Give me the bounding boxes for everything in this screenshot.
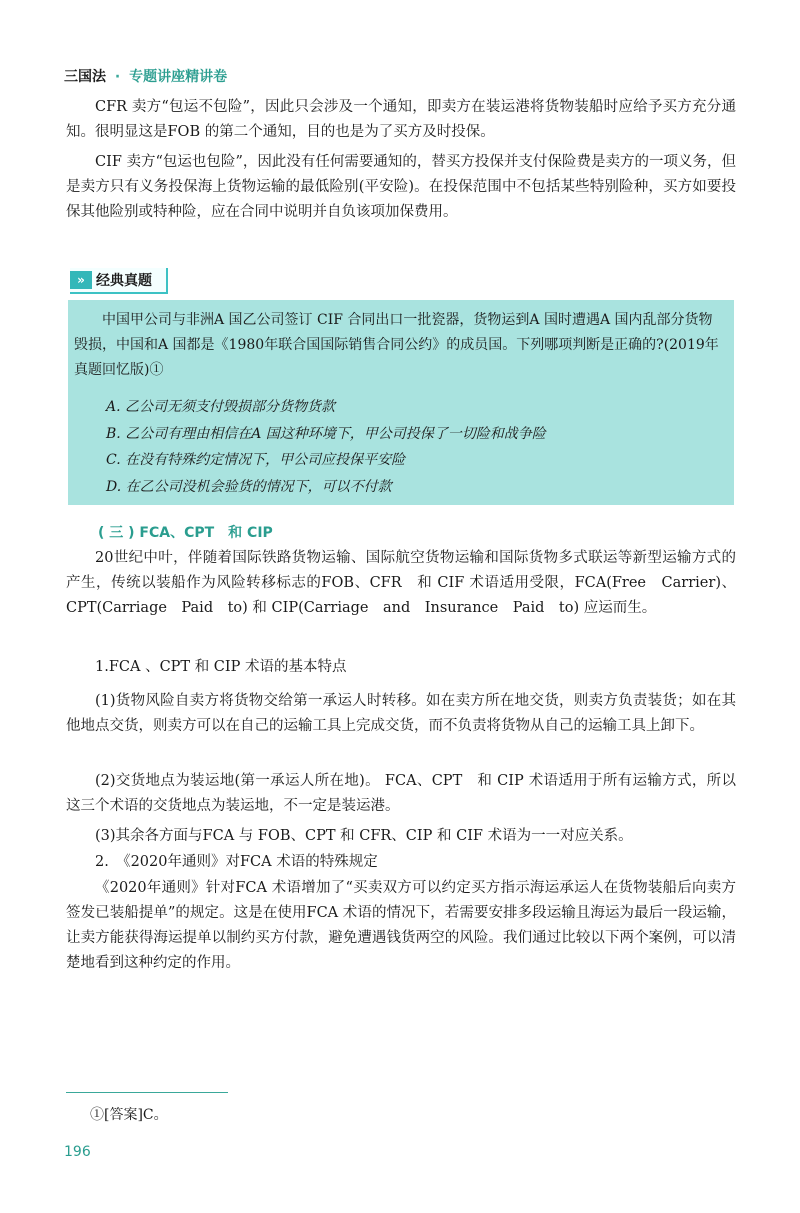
- subsection-2-title: 2. 《2020年通则》对FCA 术语的特殊规定: [95, 854, 378, 870]
- exam-question-stem: 中国甲公司与非洲A 国乙公司签订 CIF 合同出口一批瓷器，货物运到A 国时遭遇A 国内乱部分货物毁损，中国和A 国都是《1980年联合国国际销售合同公约》的成员国。下列哪项判断是正确的?(2019年真题回忆版)①: [74, 312, 719, 378]
- exam-option-b: B. 乙公司有理由相信在A 国这种环境下，甲公司投保了一切险和战争险: [106, 426, 546, 442]
- exam-option-c: C. 在没有特殊约定情况下，甲公司应投保平安险: [106, 452, 406, 468]
- section-intro: 20世纪中叶，伴随着国际铁路货物运输、国际航空货物运输和国际货物多式联运等新型运输方式的产生，传统以装船作为风险转移标志的FOB、CFR 和 CIF 术语适用受限，FCA(Free Carrier)、CPT(Carriage Paid to) 和 CIP(Carriage and Insurance Paid to) 应运而生。: [66, 550, 736, 616]
- list-item-2: (2)交货地点为装运地(第一承运人所在地)。 FCA、CPT 和 CIP 术语适用于所有运输方式，所以这三个术语的交货地点为装运地，不一定是装运港。: [66, 773, 736, 814]
- footnote-divider: [66, 1092, 228, 1093]
- header-separator: ·: [114, 69, 121, 85]
- subsection-1-title: 1.FCA 、CPT 和 CIP 术语的基本特点: [95, 659, 347, 675]
- exam-option-a: A. 乙公司无须支付毁损部分货物货款: [106, 399, 336, 415]
- closing-paragraph: 《2020年通则》针对FCA 术语增加了“买卖双方可以约定买方指示海运承运人在货物装船后向卖方签发已装船提单”的规定。这是在使用FCA 术语的情况下，若需要安排多段运输且海运为最后一段运输，让卖方能获得海运提单以制约买方付款，避免遭遇钱货两空的风险。我们通过比较以下两个案例，可以清楚地看到这种约定的作用。: [66, 880, 736, 971]
- paragraph-cfr: CFR 卖方“包运不包险”，因此只会涉及一个通知，即卖方在装运港将货物装船时应给予买方充分通知。很明显这是FOB 的第二个通知，目的也是为了买方及时投保。: [66, 99, 736, 140]
- section-heading: ( 三 ) FCA、CPT 和 CIP: [98, 525, 273, 541]
- exam-question-box: [68, 300, 734, 505]
- book-title: 三国法: [64, 69, 106, 85]
- double-chevron-icon: »: [70, 271, 92, 289]
- list-item-3: (3)其余各方面与FCA 与 FOB、CPT 和 CFR、CIP 和 CIF 术语为一一对应关系。: [95, 828, 633, 844]
- classic-question-tag: [70, 268, 168, 294]
- list-item-1: (1)货物风险自卖方将货物交给第一承运人时转移。如在卖方所在地交货，则卖方负责装货；如在其他地点交货，则卖方可以在自己的运输工具上完成交货，而不负责将货物从自己的运输工具上卸下。: [66, 693, 736, 734]
- exam-option-d: D. 在乙公司没机会验货的情况下，可以不付款: [106, 479, 392, 495]
- series-title: 专题讲座精讲卷: [129, 69, 228, 85]
- classic-question-title: 经典真题: [96, 273, 152, 289]
- page-number: 196: [64, 1144, 91, 1160]
- running-header: [64, 66, 227, 86]
- footnote-answer: ①[答案]C。: [90, 1107, 168, 1123]
- paragraph-cif: CIF 卖方“包运也包险”，因此没有任何需要通知的，替买方投保并支付保险费是卖方的一项义务，但是卖方只有义务投保海上货物运输的最低险别(平安险)。在投保范围中不包括某些特别险种，买方如要投保其他险别或特种险，应在合同中说明并自负该项加保费用。: [66, 154, 736, 220]
